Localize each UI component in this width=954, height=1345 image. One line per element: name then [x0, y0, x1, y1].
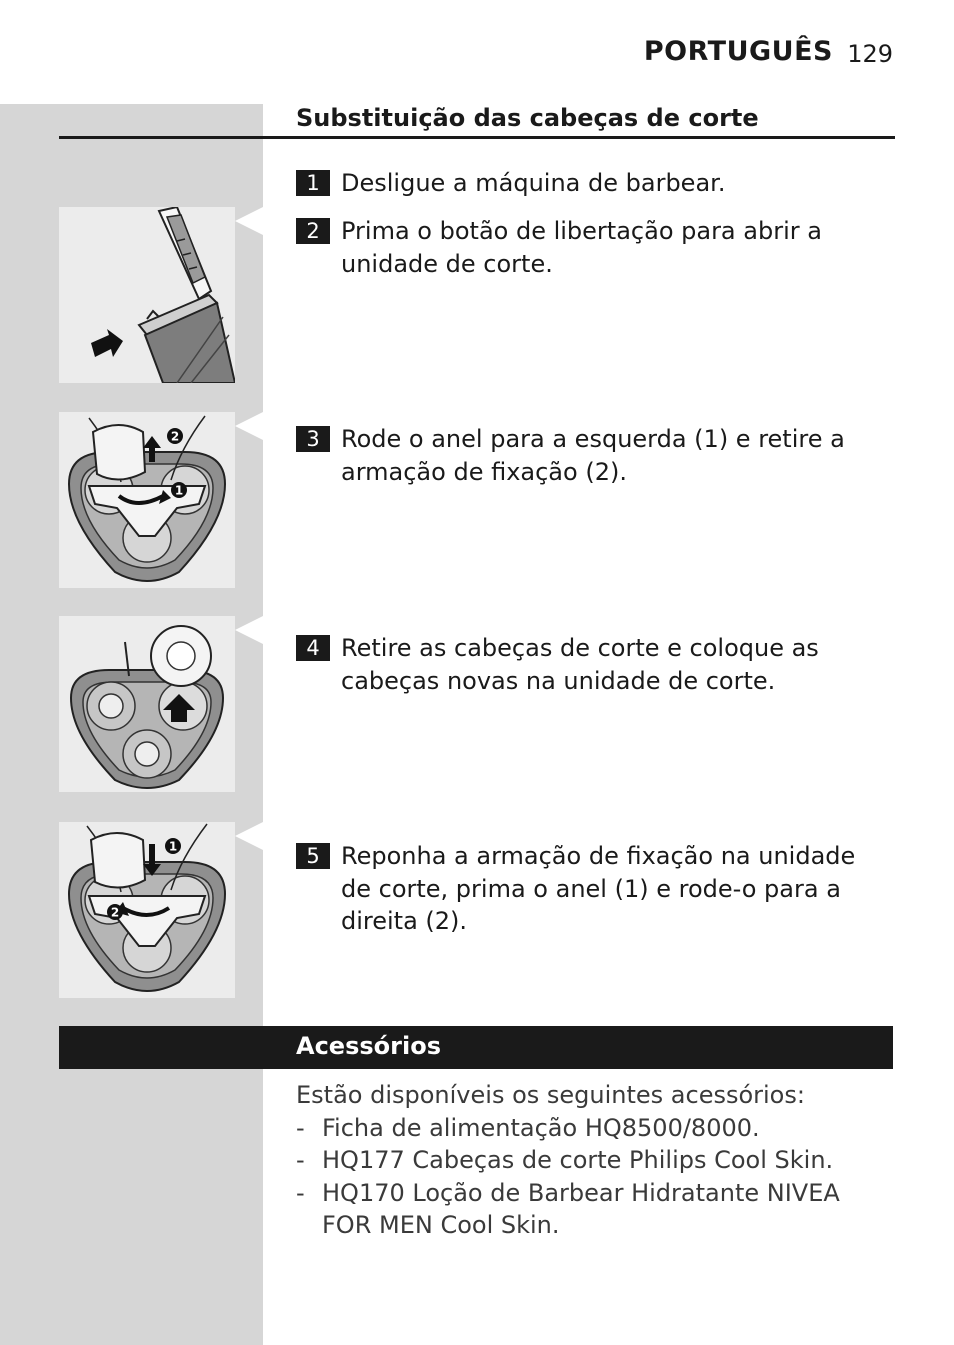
- illustration-pointer: [235, 822, 263, 850]
- step-text: Prima o botão de libertação para abrir a unidade de corte.: [341, 217, 822, 278]
- step-text: Retire as cabeças de corte e coloque as cabeças novas na unidade de corte.: [341, 634, 819, 695]
- step-text: Reponha a armação de fixação na unidade de corte, prima o anel (1) e rode-o para a direita (2).: [341, 842, 856, 935]
- accessories-intro: Estão disponíveis os seguintes acessórios:: [296, 1081, 805, 1109]
- section-divider: [59, 136, 895, 139]
- list-dash: -: [296, 1178, 305, 1207]
- list-item-text: HQ177 Cabeças de corte Philips Cool Skin.: [322, 1146, 834, 1174]
- list-item-text: HQ170 Loção de Barbear Hidratante NIVEA FOR MEN Cool Skin.: [322, 1178, 840, 1239]
- step-number-badge: 3: [296, 426, 330, 452]
- illustration-pointer: [235, 412, 263, 440]
- step-number-badge: 4: [296, 635, 330, 661]
- list-item: [296, 1177, 876, 1242]
- step-4: [296, 632, 886, 697]
- accessories-list: [296, 1079, 876, 1242]
- list-dash: -: [296, 1146, 305, 1174]
- step-1: [296, 167, 886, 200]
- page-number: 129: [847, 40, 893, 68]
- list-dash: -: [296, 1113, 305, 1142]
- step-number-badge: 1: [296, 170, 330, 196]
- language-heading: PORTUGUÊS: [643, 36, 833, 67]
- illustration-pointer: [235, 207, 263, 235]
- step-number-badge: 5: [296, 843, 330, 869]
- illustration-refit-frame: [59, 822, 235, 998]
- callout-label: 1: [168, 839, 178, 854]
- callout-label: 2: [170, 429, 180, 444]
- step-text: Rode o anel para a esquerda (1) e retire a armação de fixação (2).: [341, 425, 845, 486]
- illustration-open-shaver: [59, 207, 235, 383]
- accessories-title: Acessórios: [296, 1032, 441, 1060]
- step-number-badge: 2: [296, 218, 330, 244]
- step-text: Desligue a máquina de barbear.: [341, 169, 726, 197]
- list-item: [296, 1144, 876, 1177]
- step-5: [296, 840, 886, 938]
- illustration-rotate-ring: [59, 412, 235, 588]
- list-item-text: Ficha de alimentação HQ8500/8000.: [322, 1113, 760, 1142]
- accessories-header-bar: [59, 1026, 893, 1069]
- section-title: Substituição das cabeças de corte: [296, 104, 759, 132]
- step-3: [296, 423, 886, 488]
- callout-label: 2: [110, 905, 120, 920]
- illustration-pointer: [235, 616, 263, 644]
- callout-label: 1: [174, 483, 184, 498]
- step-2: [296, 215, 886, 280]
- list-item: [296, 1112, 876, 1145]
- illustration-replace-heads: [59, 616, 235, 792]
